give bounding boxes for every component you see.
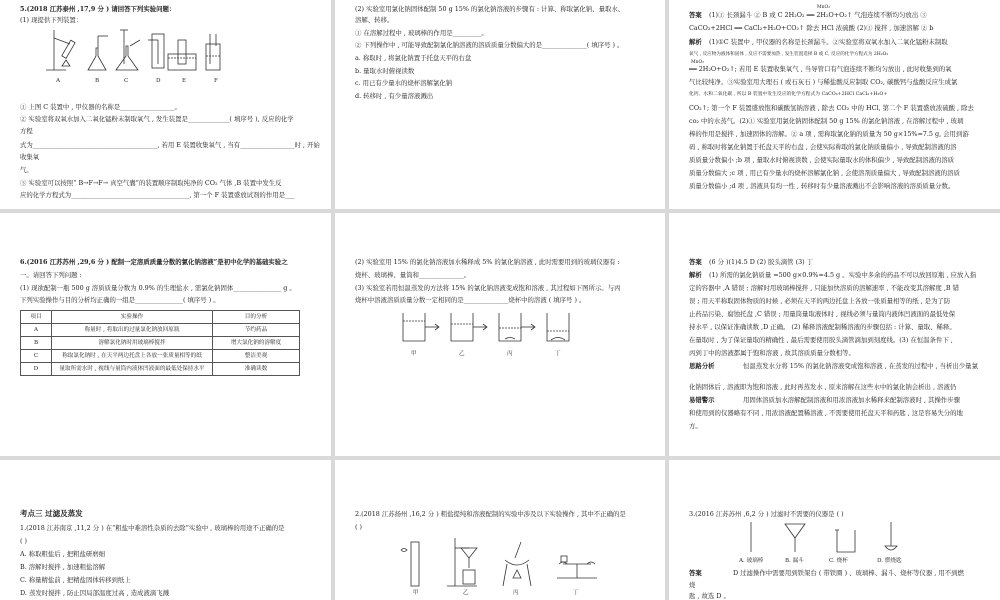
table-cell: 节约药品 xyxy=(213,324,300,337)
text-line: ③ 实验室可以按照“ B→F→F→ 真空气囊”的装置顺序制取纯净的 CO₂ 气体 ,B 装置中发生反 xyxy=(20,179,282,187)
analysis-line: 持水平 , 以保证准确读数 ,D 正确。 (2) 稀释溶液配制稀溶液的步骤包括 : 计算、量取、稀释。 xyxy=(689,323,956,331)
analysis-tag: 解析 xyxy=(689,271,702,279)
analysis-line: 化钠固体后 , 溶液即为饱和溶液 , 此时再蒸发水 , 原来溶解在这些水中的氯化钠会析出 , 溶液仍 xyxy=(689,383,957,391)
option-c: C. 称量精盐前 , 把精盐固体转移到纸上 xyxy=(20,576,131,584)
panel-question-3 xyxy=(669,460,1000,600)
question-text: 1.(2018 江苏南京 ,11,2 分 ) 在“粗盐中难溶性杂质的去除”实验中 , 玻璃棒的用途不正确的是 xyxy=(20,524,285,532)
table-row xyxy=(21,350,300,363)
analysis-line: 码 , 称取时将氯化钠置于托盘天平的右盘 , 会使实际称取的氯化钠质量偏小 , 导致配制溶液的溶 xyxy=(689,143,957,151)
analysis-line: 气比较纯净。③实验室用大理石 ( 或石灰石 ) 与稀盐酸反应制取 CO₂, 碳酸钙与盐酸反应生成氯 xyxy=(689,78,958,86)
lab-operations-figure xyxy=(397,534,607,590)
figure-label-B: B xyxy=(95,78,100,84)
answer-line: 匙 , 故选 D 。 xyxy=(689,592,730,600)
option-a: a. 称取时 , 将氯化钠置于托盘天平的右盘 xyxy=(355,54,472,62)
table-row xyxy=(21,337,300,350)
table-cell: 增大氯化钠的溶解度 xyxy=(213,337,300,350)
analysis-line: ══ 2H₂O+O₂↑; 若用 E 装置收集氧气 , 当导管口有气泡连续不断均匀放出 , 此时收集到的氧 xyxy=(689,65,952,73)
answer-blank: ( ) xyxy=(20,537,28,545)
analysis-line: 在量取时 , 为了保证量取的精确性 , 最后需要使用胶头滴管滴加到刻度线。(3) 在恒温条件下 , xyxy=(689,336,953,344)
answer-line: (6 分 )(1)4.5 D (2) 胶头滴管 (3) 丁 xyxy=(709,258,814,266)
question-text: 3.(2016 江苏苏州 ,6,2 分 ) 过滤时不需要的仪器是 ( ) xyxy=(689,510,844,518)
instrument-label-spoon: D. 燃烧匙 xyxy=(877,558,902,564)
mno2-condition: MnO₂ xyxy=(691,60,704,65)
analysis-line: (1) 所需的氯化钠质量 =500 g×0.9%=4.5 g 。实验中多余的药品不可以放回原瓶 , 应放入指 xyxy=(709,271,977,279)
answer-line: 烧 xyxy=(689,581,696,589)
question-6-heading: 6.(2016 江苏苏州 ,29,6 分 ) 配制一定溶质质量分数的氯化钠溶液”是初中化学的基础实验之 xyxy=(20,258,288,266)
approach-tag: 思路分析 xyxy=(689,362,715,370)
mno2-condition: MnO₂ xyxy=(817,5,830,10)
figure-label-E: E xyxy=(182,78,187,84)
analysis-line: 和使用到的仪器略有不同 , 用浓溶液配置稀溶液 , 不需要使用托盘天平和药匙 , 这是容易失分的地 xyxy=(689,409,963,417)
panel-question-2 xyxy=(335,460,665,600)
analysis-line: 恒温蒸发水分将 15% 的氯化钠溶液变成饱和溶液 , 在蒸发的过程中 , 当析出少量氯 xyxy=(743,362,978,370)
question-5-heading: 5.(2018 江苏泰州 ,17,9 分 ) 请回答下列实验问题： xyxy=(20,5,176,13)
section-title: 考点三 过滤及蒸发 xyxy=(20,509,83,518)
text-line: 一。请回答下列问题 : xyxy=(20,271,82,279)
figure-label-A: A xyxy=(56,78,61,84)
text-line: (1) 现欲配制一瓶 500 g 溶质质量分数为 0.9% 的生理盐水 , 需氯化钠固体_______________ g 。 xyxy=(20,284,296,292)
text-line: (3) 实验室若用恒温蒸发的方法将 15% 的氯化钠溶液变成饱和溶液 , 其过程如下图所示。与丙 xyxy=(355,284,621,292)
answer-tag: 答案 xyxy=(689,258,702,266)
answer-tag: 答案 xyxy=(689,569,702,577)
text-line: 式为_______________________________________, 若用 E 装置收集氧气 , 当有_________________时 , 开始 xyxy=(20,141,320,149)
analysis-line: 方。 xyxy=(689,422,702,430)
text-line: 收集氧 xyxy=(20,153,40,161)
table-cell: A xyxy=(21,324,52,337)
table-cell: 准确读数 xyxy=(213,363,300,376)
panel-answer-6 xyxy=(669,213,1000,456)
text-line: 方程 xyxy=(20,127,33,135)
analysis-line: 定的容器中 ,A 错误 ; 溶解时用玻璃棒搅拌 , 只能加快溶质的溶解速率 , 不能改变其溶解度 ,B 错 xyxy=(689,284,959,292)
table-cell: 称量时 , 将取出的过量氯化钠放回原瓶 xyxy=(52,324,213,337)
text-line: (2) 实验室用氯化钠固体配制 50 g 15% 的氯化钠溶液的步骤有 : 计算、称取氯化钠、量取水、 xyxy=(355,5,625,13)
text-line: 应的化学方程式为_____________________________________, 第一个 F 装置盛放试剂的作用是___ xyxy=(20,191,295,199)
panel-question-5-part-2 xyxy=(335,0,665,209)
analysis-line: CO₂↑; 第一个 F 装置盛放饱和碳酸氢钠溶液 , 除去 CO₂ 中的 HCl, 第二个 F 装置盛放浓硫酸 , 除去 xyxy=(689,104,974,112)
table-cell: 溶解氯化钠时用玻璃棒搅拌 xyxy=(52,337,213,350)
table-cell: B xyxy=(21,337,52,350)
table-cell: 称取氯化钠时 , 在天平两边托盘上各放一张质量相等的纸 xyxy=(52,350,213,363)
column-header: 项目 xyxy=(21,311,52,324)
panel-answer-5 xyxy=(669,0,1000,209)
option-b: b. 量取水时俯视读数 xyxy=(355,67,415,75)
figure-label-F: F xyxy=(214,78,218,84)
instrument-figure xyxy=(733,520,933,556)
text-line: 溶解、转移。 xyxy=(355,16,394,24)
analysis-line: 误 ; 用天平称取固体物质的时候 , 必须在天平的两边托盘上各放一张质量相等的纸 , 是为了防 xyxy=(689,297,951,305)
answer-blank: ( ) xyxy=(355,523,363,531)
figure-label-jia: 甲 xyxy=(411,351,417,357)
text-line: 烧杯中溶液溶质质量分数一定相同的是______________烧杯中的溶液 ( 填序号 ) 。 xyxy=(355,296,586,304)
analysis-line: 氧气 , 反应物为液体和固体 , 反应不需要加热 , 发生装置选择 B 或 C, 反应的化学方程式为 2H₂O₂ xyxy=(689,52,889,57)
figure-label-C: C xyxy=(124,78,129,84)
text-line: 气。 xyxy=(20,166,33,174)
warning-tag: 易错警示 xyxy=(689,396,715,404)
lab-apparatus-figure xyxy=(40,26,240,86)
table-row xyxy=(21,324,300,337)
analysis-line: 质量分数偏大 ;c 项 , 用已有少量水的烧杯溶解氯化钠 , 会使溶剂质量偏大 , 导致配制溶液的溶质 xyxy=(689,169,960,177)
table-header-row xyxy=(21,311,300,324)
answer-line: CaCO₃+2HCl ══ CaCl₂+H₂O+CO₂↑ 除去 HCl 浓硫酸 (2)① 搅拌 , 加速溶解 ② b xyxy=(689,24,934,32)
analysis-line: 棒的作用是搅拌 , 加速固体的溶解。② a 项 , 需称取氯化钠的质量为 50 g×15%=7.5 g, 会用到游 xyxy=(689,130,969,138)
figure-label-ding: 丁 xyxy=(555,351,561,357)
text-line: ① 在溶解过程中 , 玻璃棒的作用是_________。 xyxy=(355,29,488,37)
figure-label-jia: 甲 xyxy=(413,590,419,596)
analysis-line: 质质量分数偏小 ;b 项 , 量取水时俯视读数 , 会使实际量取水的体积偏少 , 导致配制溶液的溶质 xyxy=(689,156,955,164)
analysis-line: 化钙、水和二氧化碳 , 所以 B 装置中发生反应的化学方程式为 CaCO₃+2HCl CaCl₂+H₂O+ xyxy=(689,92,888,97)
instrument-label-glass-rod: A. 玻璃棒 xyxy=(739,558,764,564)
question-text: 2.(2018 江苏扬州 ,16,2 分 ) 粗盐提纯和溶液配制的实验中涉及以下实验操作 , 其中不正确的是 xyxy=(355,510,626,518)
analysis-line: (1)①C 装置中 , 甲仪器的名称是长颈漏斗。②实验室将双氧水加入二氧化锰粉末制取 xyxy=(709,38,948,46)
text-line: ② 实验室将双氧水加入二氧化锰粉末制取氧气 , 发生装置是_____________( 填序号 ), 反应的化学 xyxy=(20,115,294,123)
option-d: D. 蒸发时搅拌 , 防止因局部温度过高 , 造成液滴飞溅 xyxy=(20,589,169,597)
analysis-line: 丙到丁中的溶液都属于饱和溶液 , 故其溶质质量分数相等。 xyxy=(689,349,855,357)
text-line: 下列实验操作与目的分析均正确的一组是_______________( 填序号 ) 。 xyxy=(20,296,220,304)
figure-label-yi: 乙 xyxy=(459,351,465,357)
option-a: A. 称取粗盐后 , 把粗盐研磨细 xyxy=(20,550,106,558)
beaker-evaporation-figure xyxy=(397,309,587,345)
answer-line: D 过滤操作中需要用到铁架台 ( 带铁圈 ) 、玻璃棒、漏斗、烧杯等仪器 , 用不到燃 xyxy=(733,569,964,577)
table-cell: 整洁美观 xyxy=(213,350,300,363)
column-header: 目的分析 xyxy=(213,311,300,324)
table-cell: D xyxy=(21,363,52,376)
analysis-line: 用固体溶质加水溶解配制溶液和用浓溶液加水稀释来配制溶液时 , 其操作步骤 xyxy=(743,396,960,404)
option-c: c. 用已有少量水的烧杯溶解氯化钠 xyxy=(355,79,453,87)
analysis-tag: 解析 xyxy=(689,38,702,46)
answer-line: (1)① 长颈漏斗 ② B 或 C 2H₂O₂ ══ 2H₂O+O₂↑ 气泡连续不断均匀放出 ③ xyxy=(709,11,927,19)
experiment-table xyxy=(20,310,300,376)
analysis-line: 质量分数偏小 ;d 项 , 溶液具有均一性 , 转移时有少量溶液溅出不会影响溶液的溶质质量分数。 xyxy=(689,182,955,190)
table-cell: 量取所需水时 , 视线与量筒内液体凹液面的最低处保持水平 xyxy=(52,363,213,376)
figure-label-bing: 丙 xyxy=(507,351,513,357)
figure-label-bing: 丙 xyxy=(513,590,519,596)
text-line: (2) 实验室用 15% 的氯化钠溶液加水稀释成 5% 的氯化钠溶液 , 此时需要用到的玻璃仪器有 : xyxy=(355,258,620,266)
table-cell: C xyxy=(21,350,52,363)
option-b: B. 溶解时搅拌 , 加速粗盐溶解 xyxy=(20,563,106,571)
answer-tag: 答案 xyxy=(689,11,702,19)
text-line: ② 下列操作中 , 可能导致配制氯化钠溶液的溶质质量分数偏大的是______________( 填序号 ) 。 xyxy=(355,41,624,49)
panel-question-6-part-2 xyxy=(335,213,665,456)
panel-filtration-section xyxy=(0,460,331,600)
text-line: ① 上图 C 装置中 , 甲仪器的名称是_________________。 xyxy=(20,103,181,111)
figure-label-yi: 乙 xyxy=(463,590,469,596)
panel-question-5 xyxy=(0,0,331,209)
option-d: d. 转移时 , 有少量溶液溅出 xyxy=(355,92,434,100)
panel-question-6 xyxy=(0,213,331,456)
column-header: 实验操作 xyxy=(52,311,213,324)
instrument-label-beaker: C. 烧杯 xyxy=(829,558,848,564)
instrument-label-funnel: B. 漏斗 xyxy=(785,558,804,564)
figure-label-ding: 丁 xyxy=(573,590,579,596)
text-line: (1) 现提供下列装置： xyxy=(20,16,83,24)
analysis-line: 止药品污染、腐蚀托盘 ,C 错误 ; 用量筒量取液体时 , 视线必须与量筒内液体凹液面的最低处保 xyxy=(689,310,956,318)
text-line: 烧杯、玻璃棒、量筒和______________。 xyxy=(355,271,471,279)
table-row xyxy=(21,363,300,376)
analysis-line: co₂ 中的水蒸气。(2)① 实验室用氯化钠固体配制 50 g 15% 的氯化钠溶液 , 在溶解过程中 , 玻璃 xyxy=(689,117,964,125)
figure-label-D: D xyxy=(156,78,161,84)
